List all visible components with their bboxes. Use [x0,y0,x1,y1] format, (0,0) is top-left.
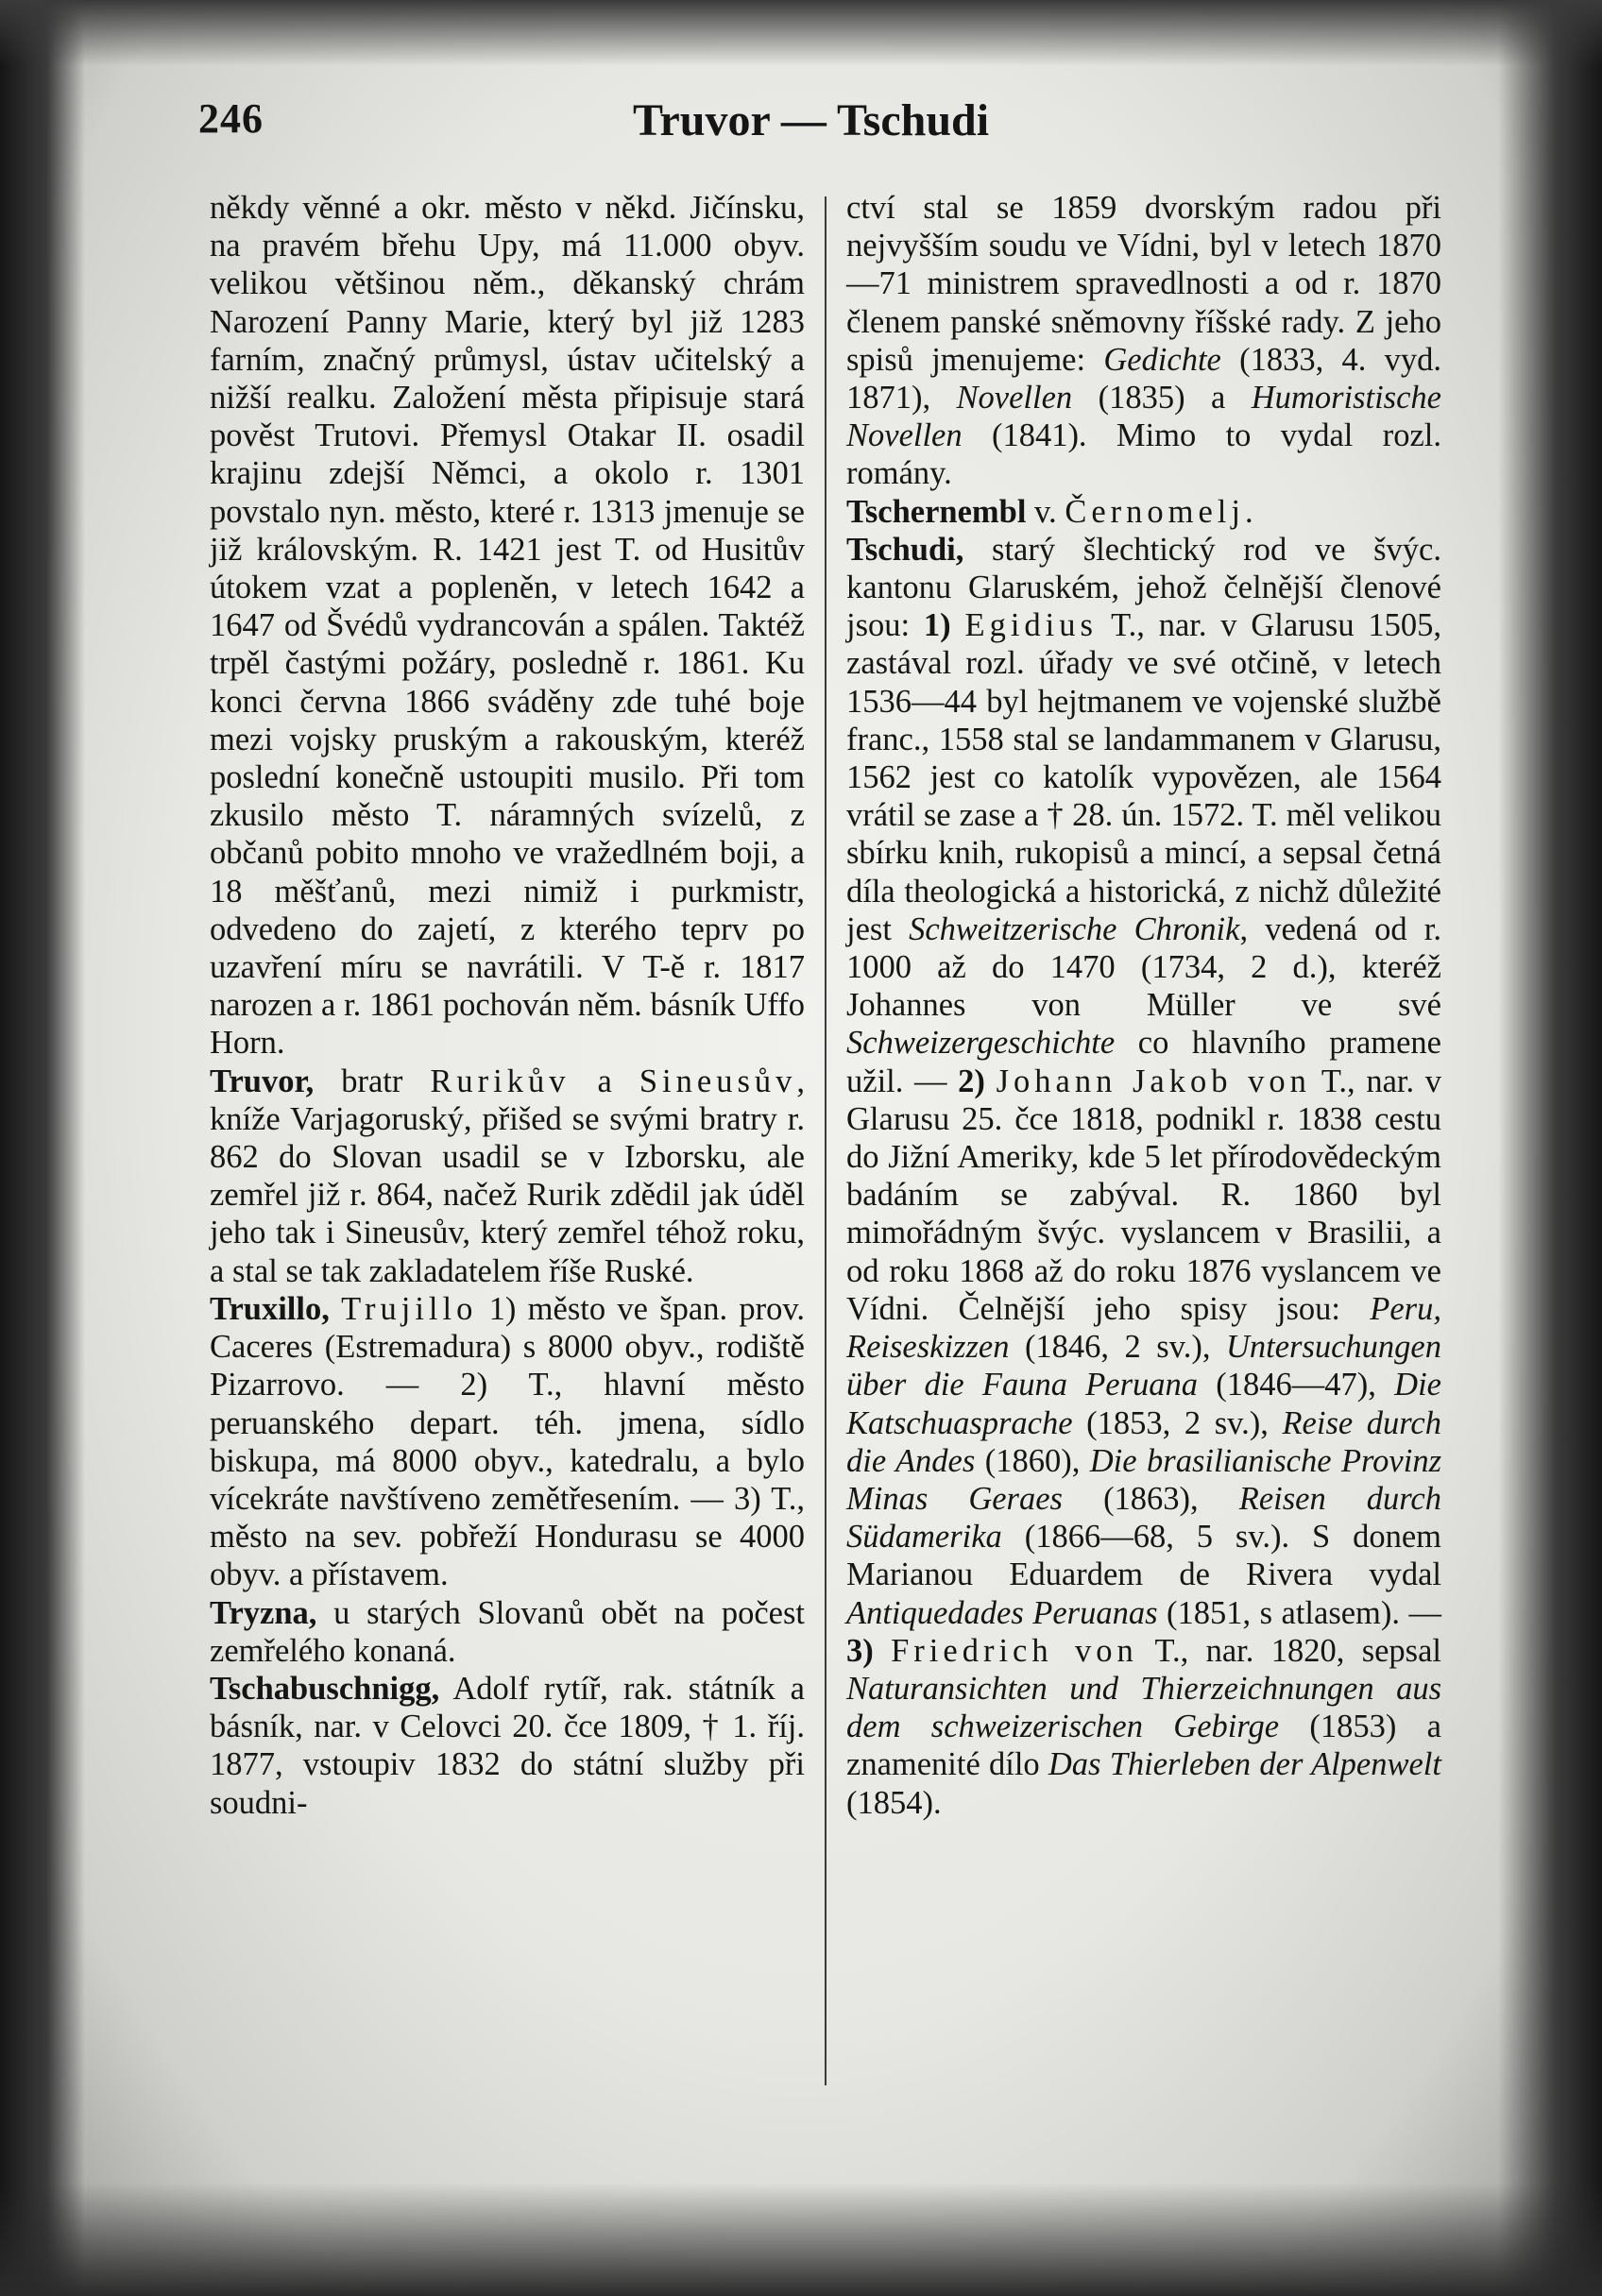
page-number: 246 [198,95,264,142]
entry-truxillo: Truxillo, Trujillo 1) město ve špan. prov. Caceres (Estremadura) s 8000 obyv., rodiště Pizarrovo. — 2) T., hlavní město peruanského depart. téh. jmena, sídlo biskupa, má 8000 obyv., katedralu, a bylo vícekráte navštíveno zemětřesením. — 3) T., město na sev. pobřeží Hondurasu se 4000 obyv. a přístavem. [210,1290,805,1593]
entry-truvor: Truvor, bratr Rurikův a Sineusův, kníže Varjagoruský, přišed se svými bratry r. 862 do Slovan usadil se v Izborsku, ale zemřel již r. 864, načež Rurik zdědil jak úděl jeho tak i Sineusův, který zemřel téhož roku, a stal se tak zakladatelem říše Ruské. [210,1063,805,1289]
scan-shadow-bottom [0,2183,1602,2296]
entry-trutnov-continuation: někdy věnné a okr. město v někd. Jičínsku, na pravém břehu Upy, má 11.000 obyv. velikou většinou něm., děkanský chrám Narození Panny Marie, který byl již 1283 farním, značný průmysl, ústav učitelský a nižší realku. Založení města připisuje stará pověst Trutovi. Přemysl Otakar II. osadil krajinu zdejší Němci, a okolo r. 1301 povstalo nyn. město, které r. 1313 jmenuje se již královským. R. 1421 jest T. od Husitův útokem vzat a popleněn, v letech 1642 a 1647 od Švédů vydrancován a spálen. Taktéž trpěl častými požáry, posledně r. 1861. Ku konci června 1866 sváděny zde tuhé boje mezi vojsky pruským a rakouským, kteréž poslední konečně ustoupiti musilo. Při tom zkusilo město T. náramných svízelů, z občanů pobito mnoho ve vražedlném boji, a 18 měšťanů, mezi nimiž i purkmistr, odvedeno do zajetí, z kterého teprv po uzavření míru se navrátili. V T-ě r. 1817 narozen a r. 1861 pochován něm. básník Uffo Horn. [210,190,805,1062]
column-divider [825,196,827,2085]
headword-tryzna: Tryzna, [210,1594,317,1631]
page-header [198,94,1152,161]
headword-tschabuschnigg: Tschabuschnigg, [210,1670,440,1707]
cross-reference: Černomelj. [1065,493,1258,530]
headword-tschernembl: Tschernembl [846,493,1027,530]
headword-truvor: Truvor, [210,1063,315,1099]
entry-tschabuschnigg-continuation: ctví stal se 1859 dvorským radou při nejvyšším soudu ve Vídni, byl v letech 1870—71 ministrem spravedlnosti a od r. 1870 členem panské sněmovny říšské rady. Z jeho spisů jmenujeme: Gedichte (1833, 4. vyd. 1871), Novellen (1835) a Humoristische Novellen (1841). Mimo to vydal rozl. romány. [846,190,1441,492]
running-head: Truvor — Tschudi [633,95,990,145]
left-column [210,189,805,1822]
scan-shadow-right [1498,0,1602,2296]
entry-tryzna: Tryzna, u starých Slovanů obět na počest zemřelého konaná. [210,1594,805,1669]
scan-shadow-top [0,0,1602,66]
entry-tschernembl: Tschernembl v. Černomelj. [846,493,1258,530]
scan-shadow-left [0,0,85,2296]
right-column [846,189,1441,1822]
headword-truxillo: Truxillo, [210,1290,330,1327]
headword-tschudi: Tschudi, [846,531,964,568]
entry-tschabuschnigg: Tschabuschnigg, Adolf rytíř, rak. státník a básník, nar. v Celovci 20. čce 1809, † 1. říj. 1877, vstoupiv 1832 do státní služby při soudni- [210,1670,805,1821]
entry-tschudi: Tschudi, starý šlechtický rod ve švýc. kantonu Glaruském, jehož čelnější členové jsou: 1) Egidius T., nar. v Glarusu 1505, zastával rozl. úřady ve své otčině, v letech 1536—44 byl hejtmanem ve vojenské službě franc., 1558 stal se landammanem v Glarusu, 1562 jest co katolík vypovězen, ale 1564 vrátil se zase a † 28. ún. 1572. T. měl velikou sbírku knih, rukopisů a mincí, a sepsal četná díla theologická a historická, z nichž důležité jest Schweitzerische Chronik, vedená od r. 1000 až do 1470 (1734, 2 d.), kteréž Johannes von Müller ve své Schweizergeschichte co hlavního pramene užil. — 2) Johann Jakob von T., nar. v Glarusu 25. čce 1818, podnikl r. 1838 cestu do Jižní Ameriky, kde 5 let přírodovědeckým badáním se zabýval. R. 1860 byl mimořádným švýc. vyslancem v Brasilii, a od roku 1868 až do roku 1876 vyslancem ve Vídni. Čelnější jeho spisy jsou: Peru, Reiseskizzen (1846, 2 sv.), Untersuchungen über die Fauna Peruana (1846—47), Die Katschuasprache (1853, 2 sv.), Reise durch die Andes (1860), Die brasilianische Provinz Minas Geraes (1863), Reisen durch Südamerika (1866—68, 5 sv.). S donem Marianou Eduardem de Rivera vydal Antiquedades Peruanas (1851, s atlasem). — 3) Friedrich von T., nar. 1820, sepsal Naturansichten und Thierzeichnungen aus dem schweizerischen Gebirge (1853) a znamenité dílo Das Thierleben der Alpenwelt (1854). [846,531,1442,1821]
